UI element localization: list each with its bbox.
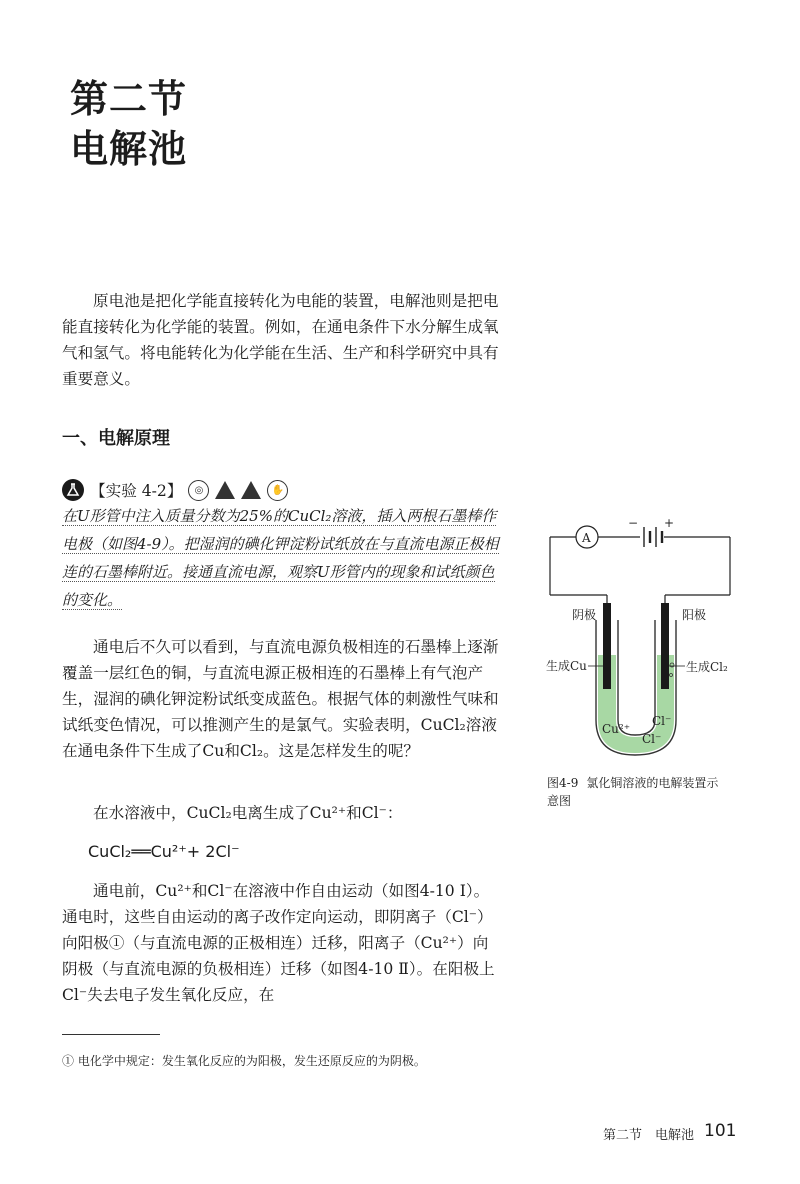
ionization-equation: CuCl₂══Cu²⁺+ 2Cl⁻ — [88, 842, 240, 861]
figure-number: 图4-9 — [547, 776, 579, 790]
migration-paragraph: 通电前，Cu²⁺和Cl⁻在溶液中作自由运动（如图4-10 Ⅰ）。通电时，这些自由运动的离子改作定向运动，即阴离子（Cl⁻）向阳极①（与直流电源的正极相连）迁移，阳离子（Cu²⁺）向阴极（与直流电源的负极相连）迁移（如图4-10 Ⅱ）。在阳极上Cl⁻失去电子发生氧化反应，在 — [62, 882, 495, 1004]
battery-minus-label: − — [628, 516, 639, 530]
footnote: ① 电化学中规定：发生氧化反应的为阳极，发生还原反应的为阴极。 — [62, 1054, 426, 1068]
battery-plus-label: + — [664, 516, 675, 530]
experiment-text: 在U形管中注入质量分数为25%的CuCl₂溶液，插入两根石墨棒作电极（如图4-9）。把湿润的碘化钾淀粉试纸放在与直流电源正极相连的石墨棒附近。接通直流电源，观察U形管内的现象和试纸颜色的变化。 — [62, 507, 499, 609]
anode-electrode — [661, 603, 669, 689]
figure-caption — [547, 774, 727, 810]
figure-caption-text: 氯化铜溶液的电解装置示意图 — [547, 776, 719, 808]
cl-ion-label-1: Cl⁻ — [652, 714, 672, 728]
hand-wash-icon: ✋ — [267, 480, 288, 501]
flask-icon — [62, 479, 84, 501]
ammeter-label: A — [582, 531, 591, 545]
experiment-header — [62, 477, 288, 503]
section-number: 第二节 — [70, 77, 188, 121]
page-number: 101 — [704, 1121, 737, 1141]
anode-label: 阳极 — [682, 608, 707, 622]
cl-ion-label-2: Cl⁻ — [642, 732, 662, 746]
observation-paragraph: 通电后不久可以看到，与直流电源负极相连的石墨棒上逐渐覆盖一层红色的铜，与直流电源正极相连的石墨棒上有气泡产生，湿润的碘化钾淀粉试纸变成蓝色。根据气体的刺激性气味和试纸变色情况，可以推测产生的是氯气。实验表明，CuCl₂溶液在通电条件下生成了Cu和Cl₂。这是怎样发生的呢？ — [62, 638, 499, 760]
cl2-product-label: 生成Cl₂ — [686, 660, 728, 674]
experiment-label: 【实验 4-2】 — [90, 482, 183, 500]
section-title: 电解池 — [70, 127, 188, 171]
cathode-electrode — [603, 603, 611, 689]
cu-product-label: 生成Cu — [546, 659, 587, 673]
goggles-icon: ◎ — [188, 480, 209, 501]
cu-ion-label: Cu²⁺ — [602, 722, 631, 736]
toxic-warning-icon — [241, 481, 261, 499]
ionization-paragraph: 在水溶液中，CuCl₂电离生成了Cu²⁺和Cl⁻： — [93, 804, 403, 822]
intro-paragraph: 原电池是把化学能直接转化为电能的装置，电解池则是把电能直接转化为化学能的装置。例如，在通电条件下水分解生成氧气和氢气。将电能转化为化学能在生活、生产和科学研究中具有重要意义。 — [62, 292, 499, 388]
footnote-divider — [62, 1034, 160, 1035]
cathode-label: 阴极 — [572, 608, 597, 622]
running-title: 第二节 电解池 — [603, 1128, 695, 1143]
electrolysis-apparatus-figure — [540, 515, 740, 770]
heading-electrolysis-principle: 一、电解原理 — [62, 428, 170, 449]
hazard-warning-icon — [215, 481, 235, 499]
